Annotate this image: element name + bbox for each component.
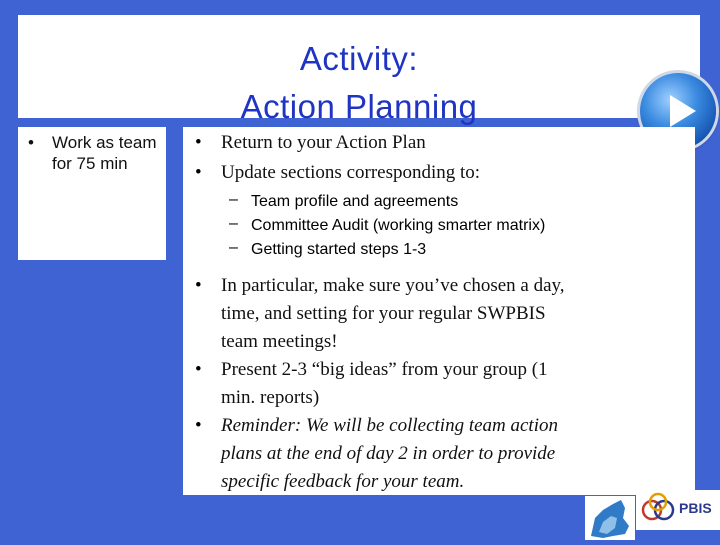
pbis-logo <box>636 490 720 530</box>
sidebar-bullet: • <box>28 133 34 152</box>
list-item-line: In particular, make sure you’ve chosen a day, <box>221 275 565 296</box>
slide-title-line1: Activity: <box>299 40 419 77</box>
list-item-line: Present 2-3 “big ideas” from your group (1 <box>221 359 548 380</box>
pbis-logo-text: PBIS <box>679 500 712 516</box>
list-item-line: Reminder: We will be collecting team action <box>221 415 558 436</box>
list-item <box>221 356 691 412</box>
sidebar-box <box>18 127 166 260</box>
slide-title-line2: Action Planning <box>240 88 478 125</box>
bullet-1: • <box>195 132 202 153</box>
list-item-line: specific feedback for your team. <box>221 471 465 492</box>
list-item-line: team meetings! <box>221 331 338 352</box>
sub-list-item: Committee Audit (working smarter matrix) <box>251 217 546 234</box>
sub-dash: – <box>229 215 238 232</box>
main-content-box <box>183 127 695 495</box>
sub-list-item: Team profile and agreements <box>251 193 459 210</box>
sidebar-text: Work as team for 75 min <box>52 133 157 173</box>
title-box <box>18 15 700 125</box>
sub-list-item: Getting started steps 1-3 <box>251 241 427 258</box>
list-item <box>221 272 691 356</box>
list-item <box>221 412 691 496</box>
list-item-line: time, and setting for your regular SWPBIS <box>221 303 546 324</box>
list-item-line: min. reports) <box>221 387 320 408</box>
sub-dash: – <box>229 239 238 256</box>
bullet-4: • <box>195 359 202 380</box>
bullet-5: • <box>195 415 202 436</box>
list-item: Return to your Action Plan <box>221 132 426 153</box>
bullet-2: • <box>195 162 202 183</box>
sub-dash: – <box>229 191 238 208</box>
list-item-line: plans at the end of day 2 in order to provide <box>221 443 556 464</box>
bullet-3: • <box>195 275 202 296</box>
list-item: Update sections corresponding to: <box>221 162 481 183</box>
state-map-logo <box>585 496 635 540</box>
